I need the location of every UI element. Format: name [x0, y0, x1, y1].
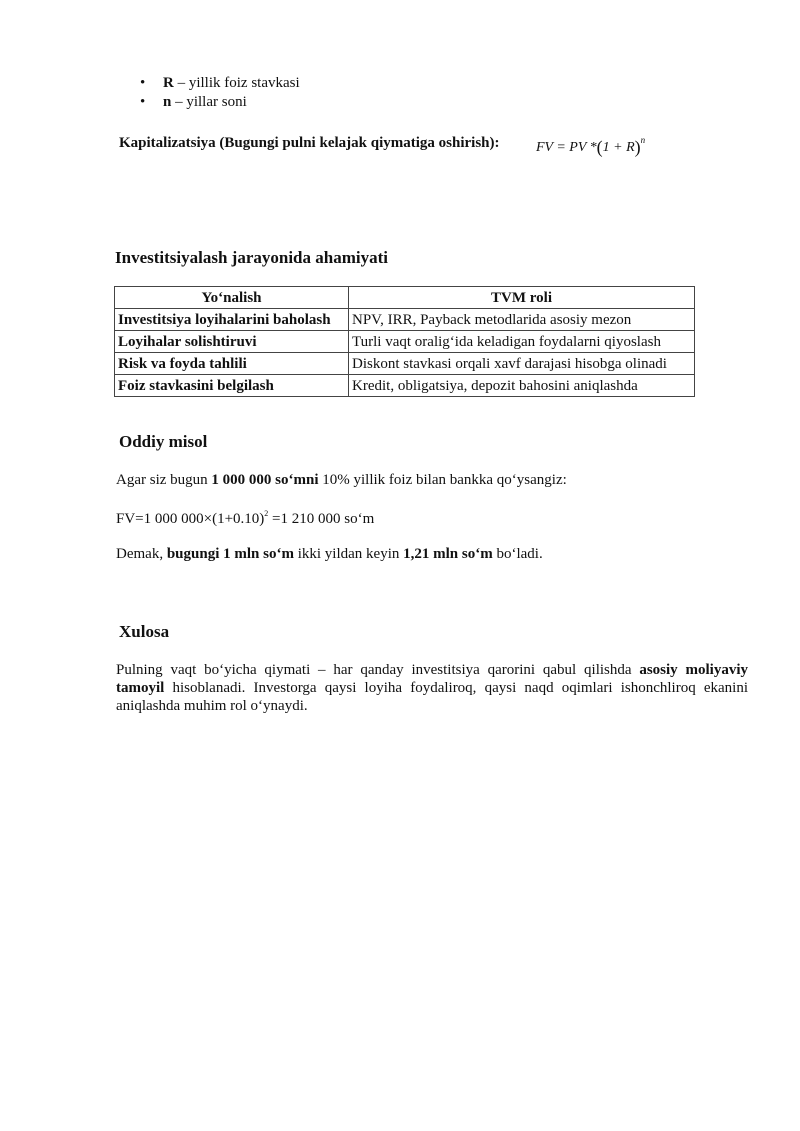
- example-line-3: [116, 546, 543, 563]
- variable-item: [140, 93, 300, 112]
- table-cell-direction: Investitsiya loyihalarini baholash: [115, 309, 349, 331]
- variable-list: [140, 74, 300, 112]
- table-row: [115, 309, 695, 331]
- variable-desc: – yillar soni: [171, 94, 247, 110]
- conclusion-text: Pulning vaqt bo‘yicha qiymati – har qanday investitsiya qarorini qabul qilishda: [116, 662, 640, 678]
- example-text: Demak,: [116, 546, 167, 562]
- table-cell-direction: Foiz stavkasini belgilash: [115, 375, 349, 397]
- table-row: [115, 353, 695, 375]
- tvm-table: [114, 286, 695, 397]
- table-cell-direction: Loyihalar solishtiruvi: [115, 331, 349, 353]
- table-header-cell: Yo‘nalish: [115, 287, 349, 309]
- importance-heading: Investitsiyalash jarayonida ahamiyati: [115, 248, 388, 267]
- example-heading: Oddiy misol: [119, 432, 208, 451]
- capitalization-formula: [536, 135, 645, 158]
- calc-exponent: 2: [264, 509, 269, 518]
- example-line-1: [116, 472, 567, 489]
- conclusion-bold: asosiy moliyaviy tamoyil: [116, 662, 748, 696]
- example-amount: 1 000 000 so‘mni: [211, 472, 319, 488]
- table-row: [115, 331, 695, 353]
- variable-symbol: n: [163, 94, 172, 110]
- example-bold: 1,21 mln so‘m: [403, 546, 493, 562]
- formula-inner: 1 + R: [602, 140, 635, 155]
- example-calculation: [116, 509, 374, 528]
- variable-item: [140, 74, 300, 93]
- variable-desc: – yillik foiz stavkasi: [173, 75, 300, 91]
- calc-text: FV=1 000 000×(1+0.10): [116, 511, 265, 527]
- example-bold: bugungi 1 mln so‘m: [166, 546, 294, 562]
- formula-left: FV = PV *: [536, 140, 597, 155]
- variable-symbol: R: [163, 75, 174, 91]
- conclusion-text: hisoblanadi. Investorga qaysi loyiha foydaliroq, qaysi naqd oqimlari ishonchliroq ekanini aniqlashda muhim rol o‘ynaydi.: [116, 680, 748, 714]
- table-header-row: [115, 287, 695, 309]
- formula-open-paren: (: [596, 137, 603, 157]
- example-text: ikki yildan keyin: [293, 546, 404, 562]
- formula-exponent: n: [640, 135, 646, 145]
- table-cell-role: NPV, IRR, Payback metodlarida asosiy mezon: [349, 309, 695, 331]
- table-cell-role: Turli vaqt oralig‘ida keladigan foydalarni qiyoslash: [349, 331, 695, 353]
- example-text: Agar siz bugun: [116, 472, 212, 488]
- table-cell-direction: Risk va foyda tahlili: [115, 353, 349, 375]
- table-cell-role: Kredit, obligatsiya, depozit bahosini aniqlashda: [349, 375, 695, 397]
- calc-result: =1 210 000 so‘m: [268, 511, 375, 527]
- capitalization-label: Kapitalizatsiya (Bugungi pulni kelajak qiymatiga oshirish):: [119, 135, 500, 151]
- table-cell-role: Diskont stavkasi orqali xavf darajasi hisobga olinadi: [349, 353, 695, 375]
- conclusion-paragraph: [116, 661, 748, 715]
- conclusion-heading: Xulosa: [119, 622, 170, 641]
- example-text: 10% yillik foiz bilan bankka qo‘ysangiz:: [318, 472, 567, 488]
- example-text: bo‘ladi.: [492, 546, 543, 562]
- table-header-cell: TVM roli: [349, 287, 695, 309]
- formula-close-paren: ): [634, 137, 641, 157]
- table-row: [115, 375, 695, 397]
